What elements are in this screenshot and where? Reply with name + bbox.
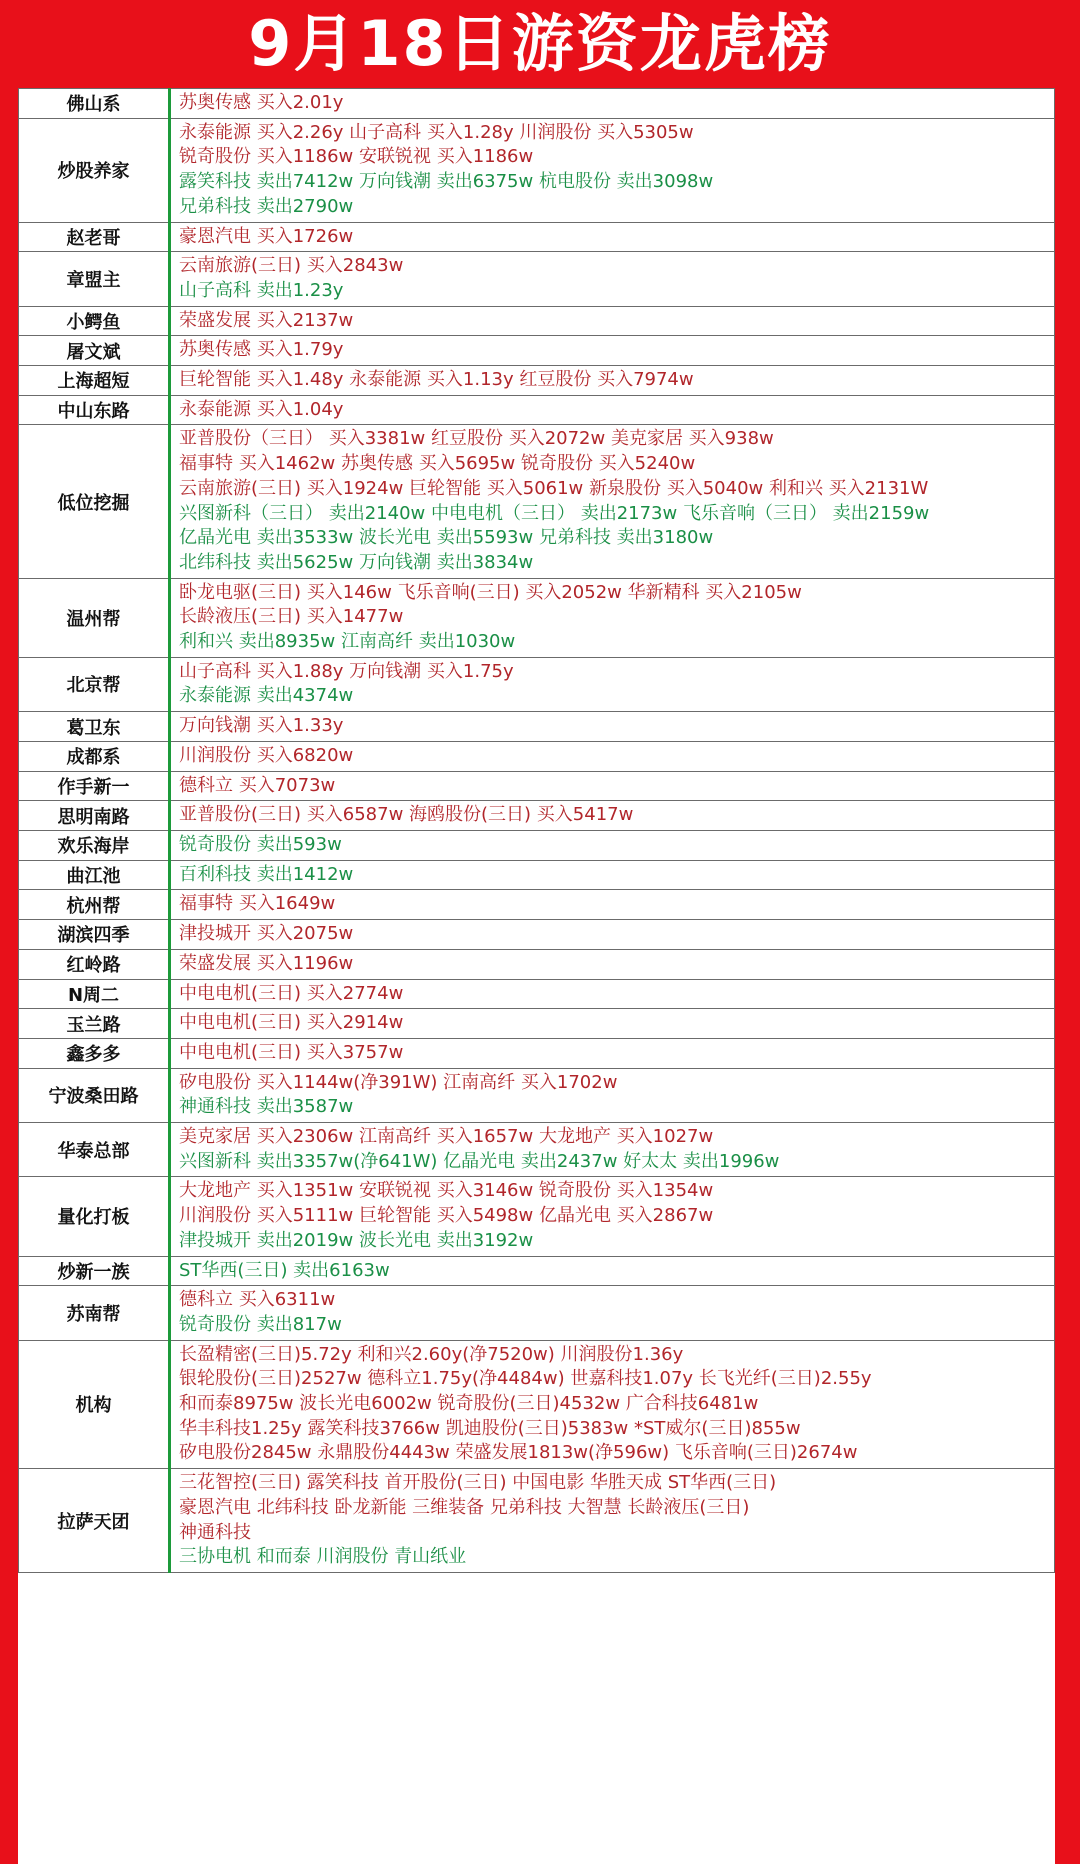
trade-details	[170, 118, 1055, 222]
buy-line: 巨轮智能 买入1.48y 永泰能源 买入1.13y 红豆股份 买入7974w	[179, 369, 694, 391]
buy-line: 山子高科 买入1.88y 万向钱潮 买入1.75y	[179, 660, 514, 682]
sell-line: 锐奇股份 卖出817w	[179, 1313, 342, 1335]
table-row	[19, 1123, 1055, 1177]
sell-line: 永泰能源 卖出4374w	[179, 685, 354, 707]
trade-details	[170, 1340, 1055, 1469]
ranking-sheet	[18, 88, 1055, 1864]
table-row	[19, 89, 1055, 119]
table-row	[19, 222, 1055, 252]
table-row	[19, 306, 1055, 336]
buy-line: 荣盛发展 买入1196w	[179, 952, 354, 974]
watermark	[845, 1838, 1055, 1864]
buy-line: 万向钱潮 买入1.33y	[179, 715, 344, 737]
trader-name: 杭州帮	[19, 890, 170, 920]
buy-line: 苏奥传感 买入2.01y	[179, 92, 344, 113]
buy-line: 豪恩汽电 买入1726w	[179, 225, 354, 247]
trader-name: 佛山系	[19, 89, 170, 119]
table-row	[19, 1009, 1055, 1039]
buy-line: 长龄液压(三日) 买入1477w	[179, 606, 404, 628]
buy-line: 亚普股份(三日) 买入6587w 海鸥股份(三日) 买入5417w	[179, 804, 634, 826]
table-row	[19, 890, 1055, 920]
sell-line: 兴图新科 卖出3357w(净641W) 亿晶光电 卖出2437w 好太太 卖出1996w	[179, 1150, 780, 1172]
trade-details	[170, 222, 1055, 252]
trader-name: 炒新一族	[19, 1256, 170, 1286]
table-row	[19, 1469, 1055, 1573]
table-row	[19, 336, 1055, 366]
table-row	[19, 920, 1055, 950]
trade-details	[170, 801, 1055, 831]
buy-line: 苏奥传感 买入1.79y	[179, 339, 344, 361]
table-row	[19, 1256, 1055, 1286]
table-row	[19, 366, 1055, 396]
trader-name: 量化打板	[19, 1177, 170, 1256]
table-row	[19, 1340, 1055, 1469]
table-row	[19, 425, 1055, 578]
trader-name: 湖滨四季	[19, 920, 170, 950]
trade-details	[170, 860, 1055, 890]
trader-name: 章盟主	[19, 252, 170, 306]
trade-details	[170, 920, 1055, 950]
trade-details	[170, 252, 1055, 306]
trader-name: 作手新一	[19, 771, 170, 801]
buy-line: 大龙地产 买入1351w 安联锐视 买入3146w 锐奇股份 买入1354w	[179, 1180, 714, 1202]
sell-line: 露笑科技 卖出7412w 万向钱潮 卖出6375w 杭电股份 卖出3098w	[179, 171, 714, 193]
trader-name: 机构	[19, 1340, 170, 1469]
table-row	[19, 657, 1055, 711]
trader-name: 曲江池	[19, 860, 170, 890]
trader-name: N周二	[19, 979, 170, 1009]
trader-name: 小鳄鱼	[19, 306, 170, 336]
buy-line: 长盈精密(三日)5.72y 利和兴2.60y(净7520w) 川润股份1.36y	[179, 1343, 684, 1365]
trade-details	[170, 578, 1055, 657]
buy-line: 福事特 买入1462w 苏奥传感 买入5695w 锐奇股份 买入5240w	[179, 453, 696, 475]
trade-details	[170, 949, 1055, 979]
trade-details	[170, 1009, 1055, 1039]
table-row	[19, 118, 1055, 222]
sell-line: 百利科技 卖出1412w	[179, 863, 354, 885]
trade-details	[170, 890, 1055, 920]
buy-line: 神通科技	[179, 1521, 251, 1543]
buy-line: 矽电股份2845w 永鼎股份4443w 荣盛发展1813w(净596w) 飞乐音响(三日)2674w	[179, 1442, 858, 1464]
trade-details	[170, 1177, 1055, 1256]
trader-name: 屠文斌	[19, 336, 170, 366]
buy-line: 永泰能源 买入1.04y	[179, 398, 344, 420]
sell-line: 神通科技 卖出3587w	[179, 1096, 354, 1118]
trader-name: 华泰总部	[19, 1123, 170, 1177]
ranking-table	[18, 88, 1055, 1573]
trader-name: 葛卫东	[19, 712, 170, 742]
trade-details	[170, 657, 1055, 711]
trader-name: 炒股养家	[19, 118, 170, 222]
table-row	[19, 1286, 1055, 1340]
sell-line: 兴图新科（三日） 卖出2140w 中电电机（三日） 卖出2173w 飞乐音响（三日） 卖出2159w	[179, 502, 930, 524]
sell-line: 北纬科技 卖出5625w 万向钱潮 卖出3834w	[179, 551, 534, 573]
table-row	[19, 830, 1055, 860]
table-row	[19, 395, 1055, 425]
buy-line: 永泰能源 买入2.26y 山子高科 买入1.28y 川润股份 买入5305w	[179, 121, 694, 143]
trader-name: 拉萨天团	[19, 1469, 170, 1573]
trade-details	[170, 425, 1055, 578]
trade-details	[170, 336, 1055, 366]
table-row	[19, 1177, 1055, 1256]
table-row	[19, 860, 1055, 890]
sell-line: 利和兴 卖出8935w 江南高纤 卖出1030w	[179, 631, 516, 653]
buy-line: 中电电机(三日) 买入3757w	[179, 1041, 404, 1063]
buy-line: 津投城开 买入2075w	[179, 923, 354, 945]
trader-name: 鑫多多	[19, 1038, 170, 1068]
trader-name: 上海超短	[19, 366, 170, 396]
buy-line: 亚普股份（三日） 买入3381w 红豆股份 买入2072w 美克家居 买入938w	[179, 428, 774, 450]
sell-line: ST华西(三日) 卖出6163w	[179, 1259, 390, 1281]
sell-line: 山子高科 卖出1.23y	[179, 279, 344, 301]
table-row	[19, 801, 1055, 831]
sell-line: 三协电机 和而泰 川润股份 青山纸业	[179, 1546, 467, 1568]
trader-name: 温州帮	[19, 578, 170, 657]
buy-line: 云南旅游(三日) 买入1924w 巨轮智能 买入5061w 新泉股份 买入5040w 利和兴 买入2131W	[179, 477, 929, 499]
trader-name: 红岭路	[19, 949, 170, 979]
table-row	[19, 712, 1055, 742]
trade-details	[170, 366, 1055, 396]
trader-name: 宁波桑田路	[19, 1068, 170, 1122]
buy-line: 德科立 买入6311w	[179, 1289, 336, 1311]
trader-name: 低位挖掘	[19, 425, 170, 578]
buy-line: 和而泰8975w 波长光电6002w 锐奇股份(三日)4532w 广合科技6481w	[179, 1393, 759, 1415]
sell-line: 锐奇股份 卖出593w	[179, 833, 342, 855]
buy-line: 矽电股份 买入1144w(净391W) 江南高纤 买入1702w	[179, 1071, 618, 1093]
trade-details	[170, 1123, 1055, 1177]
trader-name: 欢乐海岸	[19, 830, 170, 860]
table-row	[19, 578, 1055, 657]
table-row	[19, 771, 1055, 801]
trade-details	[170, 1256, 1055, 1286]
table-row	[19, 949, 1055, 979]
trade-details	[170, 395, 1055, 425]
trader-name: 赵老哥	[19, 222, 170, 252]
page-title: 9月18日游资龙虎榜	[248, 7, 832, 80]
trade-details	[170, 741, 1055, 771]
table-row	[19, 1038, 1055, 1068]
buy-line: 中电电机(三日) 买入2914w	[179, 1012, 404, 1034]
sell-line: 亿晶光电 卖出3533w 波长光电 卖出5593w 兄弟科技 卖出3180w	[179, 527, 714, 549]
buy-line: 德科立 买入7073w	[179, 774, 336, 796]
trade-details	[170, 1469, 1055, 1573]
trader-name: 成都系	[19, 741, 170, 771]
buy-line: 三花智控(三日) 露笑科技 首开股份(三日) 中国电影 华胜天成 ST华西(三日)	[179, 1472, 777, 1494]
table-row	[19, 1068, 1055, 1122]
trade-details	[170, 712, 1055, 742]
trade-details	[170, 1038, 1055, 1068]
buy-line: 云南旅游(三日) 买入2843w	[179, 255, 404, 277]
trade-details	[170, 979, 1055, 1009]
trade-details	[170, 1286, 1055, 1340]
sell-line: 兄弟科技 卖出2790w	[179, 195, 354, 217]
buy-line: 中电电机(三日) 买入2774w	[179, 982, 404, 1004]
trader-name: 苏南帮	[19, 1286, 170, 1340]
trade-details	[170, 1068, 1055, 1122]
buy-line: 卧龙电驱(三日) 买入146w 飞乐音响(三日) 买入2052w 华新精科 买入2105w	[179, 581, 802, 603]
buy-line: 福事特 买入1649w	[179, 893, 336, 915]
buy-line: 美克家居 买入2306w 江南高纤 买入1657w 大龙地产 买入1027w	[179, 1126, 714, 1148]
buy-line: 锐奇股份 买入1186w 安联锐视 买入1186w	[179, 146, 534, 168]
buy-line: 豪恩汽电 北纬科技 卧龙新能 三维装备 兄弟科技 大智慧 长龄液压(三日)	[179, 1496, 750, 1518]
buy-line: 荣盛发展 买入2137w	[179, 309, 354, 331]
trade-details	[170, 830, 1055, 860]
buy-line: 银轮股份(三日)2527w 德科立1.75y(净4484w) 世嘉科技1.07y 长飞光纤(三日)2.55y	[179, 1368, 872, 1390]
trader-name: 思明南路	[19, 801, 170, 831]
table-row	[19, 252, 1055, 306]
trade-details	[170, 306, 1055, 336]
sell-line: 津投城开 卖出2019w 波长光电 卖出3192w	[179, 1229, 534, 1251]
trader-name: 玉兰路	[19, 1009, 170, 1039]
buy-line: 川润股份 买入6820w	[179, 744, 354, 766]
buy-line: 川润股份 买入5111w 巨轮智能 买入5498w 亿晶光电 买入2867w	[179, 1205, 714, 1227]
table-row	[19, 979, 1055, 1009]
table-row	[19, 741, 1055, 771]
trader-name: 北京帮	[19, 657, 170, 711]
trader-name: 中山东路	[19, 395, 170, 425]
trade-details	[170, 771, 1055, 801]
trade-details	[170, 89, 1055, 119]
buy-line: 华丰科技1.25y 露笑科技3766w 凯迪股份(三日)5383w *ST威尔(三日)855w	[179, 1417, 801, 1439]
